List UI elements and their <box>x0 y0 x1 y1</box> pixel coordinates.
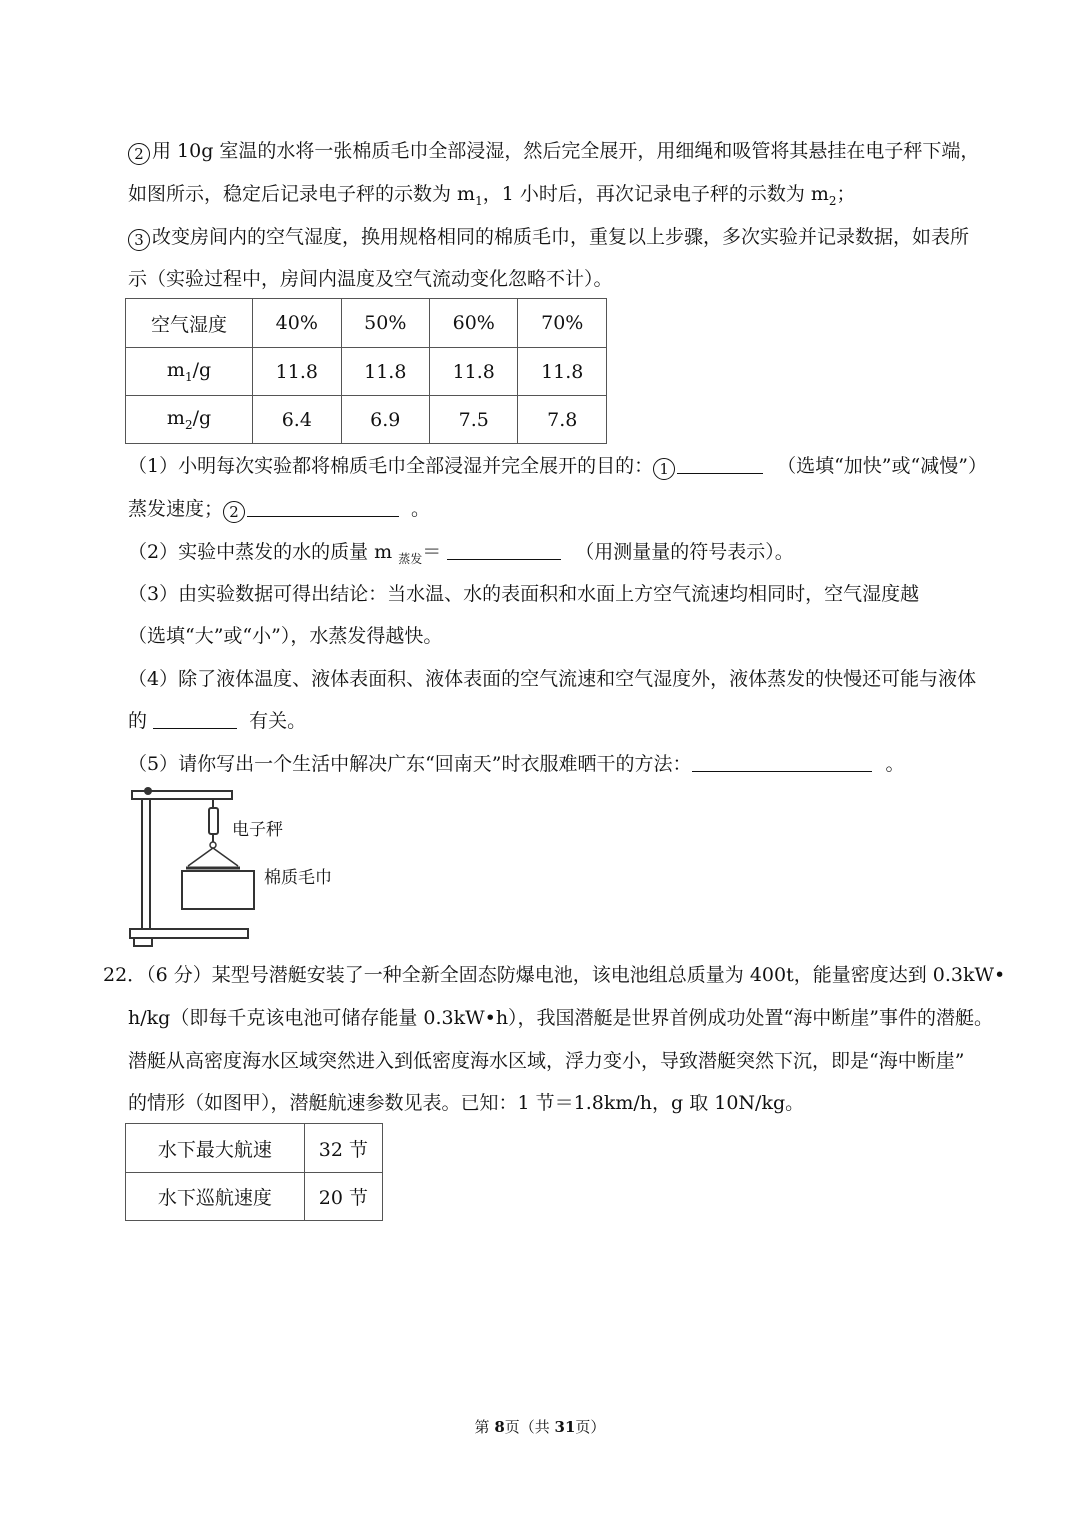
question-3-line2: （选填“大”或“小”），水蒸发得越快。 <box>128 625 443 647</box>
question-5: （5）请你写出一个生活中解决广东“回南天”时衣服难晒干的方法： 。 <box>128 753 905 775</box>
question-22-line1: 22．（6 分）某型号潜艇安装了一种全新全固态防爆电池，该电池组总质量为 400t，能量密度达到 0.3kW• <box>103 964 1006 986</box>
question-22-line2: h/kg（即每千克该电池可储存能量 0.3kW•h），我国潜艇是世界首例成功处置“海中断崖”事件的潜艇。 <box>128 1007 993 1029</box>
table-row: $m_2/g$ 6.4 6.9 7.5 7.8 <box>126 396 607 444</box>
table-row: 水下最大航速 32 节 <box>126 1124 383 1173</box>
electronic-scale-icon <box>209 808 218 834</box>
stand-base <box>130 929 248 938</box>
submarine-speed-table <box>125 1123 383 1221</box>
answer-blank-evaporated-mass[interactable] <box>447 541 561 560</box>
blank-number-2: 2 <box>223 501 245 523</box>
stand-pole <box>142 799 150 929</box>
table-row: $m_1/g$ 11.8 11.8 11.8 11.8 <box>126 348 607 396</box>
step-number-3: 3 <box>128 229 150 251</box>
question-4-line1: （4）除了液体温度、液体表面积、液体表面的空气流速和空气湿度外，液体蒸发的快慢还可能与液体 <box>128 668 977 690</box>
humidity-data-table <box>125 298 607 444</box>
string-right <box>213 848 238 866</box>
m2-label: $m_2/g$ <box>126 396 253 444</box>
towel-label: 棉质毛巾 <box>264 868 332 888</box>
question-2: （2）实验中蒸发的水的质量 m $_{蒸发}$＝ （用测量量的符号表示）。 <box>128 541 794 566</box>
table-row: 水下巡航速度 20 节 <box>126 1173 383 1221</box>
question-22-line4: 的情形（如图甲），潜艇航速参数见表。已知：1 节＝1.8km/h，g 取 10N/kg。 <box>128 1092 805 1114</box>
answer-blank-factor[interactable] <box>153 710 237 729</box>
step3-line2: 示（实验过程中，房间内温度及空气流动变化忽略不计）。 <box>128 268 613 290</box>
towel-icon <box>182 871 254 909</box>
question-1-line2: 蒸发速度； 2 。 <box>128 498 431 521</box>
page-footer: 第 8页（共 31页） <box>474 1418 606 1436</box>
step2-line1: 2 用 10g 室温的水将一张棉质毛巾全部浸湿，然后完全展开，用细绳和吸管将其悬挂在电子秤下端， <box>128 139 979 165</box>
step2-line2: 如图所示，稳定后记录电子秤的示数为 $m_1$，1 小时后，再次记录电子秤的示数为 $m_2$； <box>128 183 856 208</box>
stand-top-knob <box>144 787 152 795</box>
m1-label: $m_1/g$ <box>126 348 253 396</box>
string-left <box>188 848 213 866</box>
answer-blank-method[interactable] <box>692 753 872 772</box>
question-1-line1: （1）小明每次实验都将棉质毛巾全部浸湿并完全展开的目的： 1 （选填“加快”或“减慢”） <box>128 455 987 478</box>
answer-blank-1[interactable] <box>677 455 763 474</box>
answer-blank-2[interactable] <box>247 498 399 517</box>
question-3-line1: （3）由实验数据可得出结论：当水温、水的表面积和水面上方空气流速均相同时，空气湿度越 <box>128 583 920 605</box>
step3-line1: 3 改变房间内的空气湿度，换用规格相同的棉质毛巾，重复以上步骤，多次实验并记录数据，如表所 <box>128 225 969 251</box>
blank-number-1: 1 <box>653 458 675 480</box>
table-row: 空气湿度 40% 50% 60% 70% <box>126 299 607 348</box>
step-number-2: 2 <box>128 143 150 165</box>
scale-label: 电子秤 <box>232 820 283 840</box>
question-4-line2: 的 有关。 <box>128 710 307 732</box>
question-22-line3: 潜艇从高密度海水区域突然进入到低密度海水区域，浮力变小，导致潜艇突然下沉，即是“海中断崖” <box>128 1050 965 1072</box>
experiment-figure <box>128 786 358 952</box>
stand-foot <box>134 938 152 946</box>
